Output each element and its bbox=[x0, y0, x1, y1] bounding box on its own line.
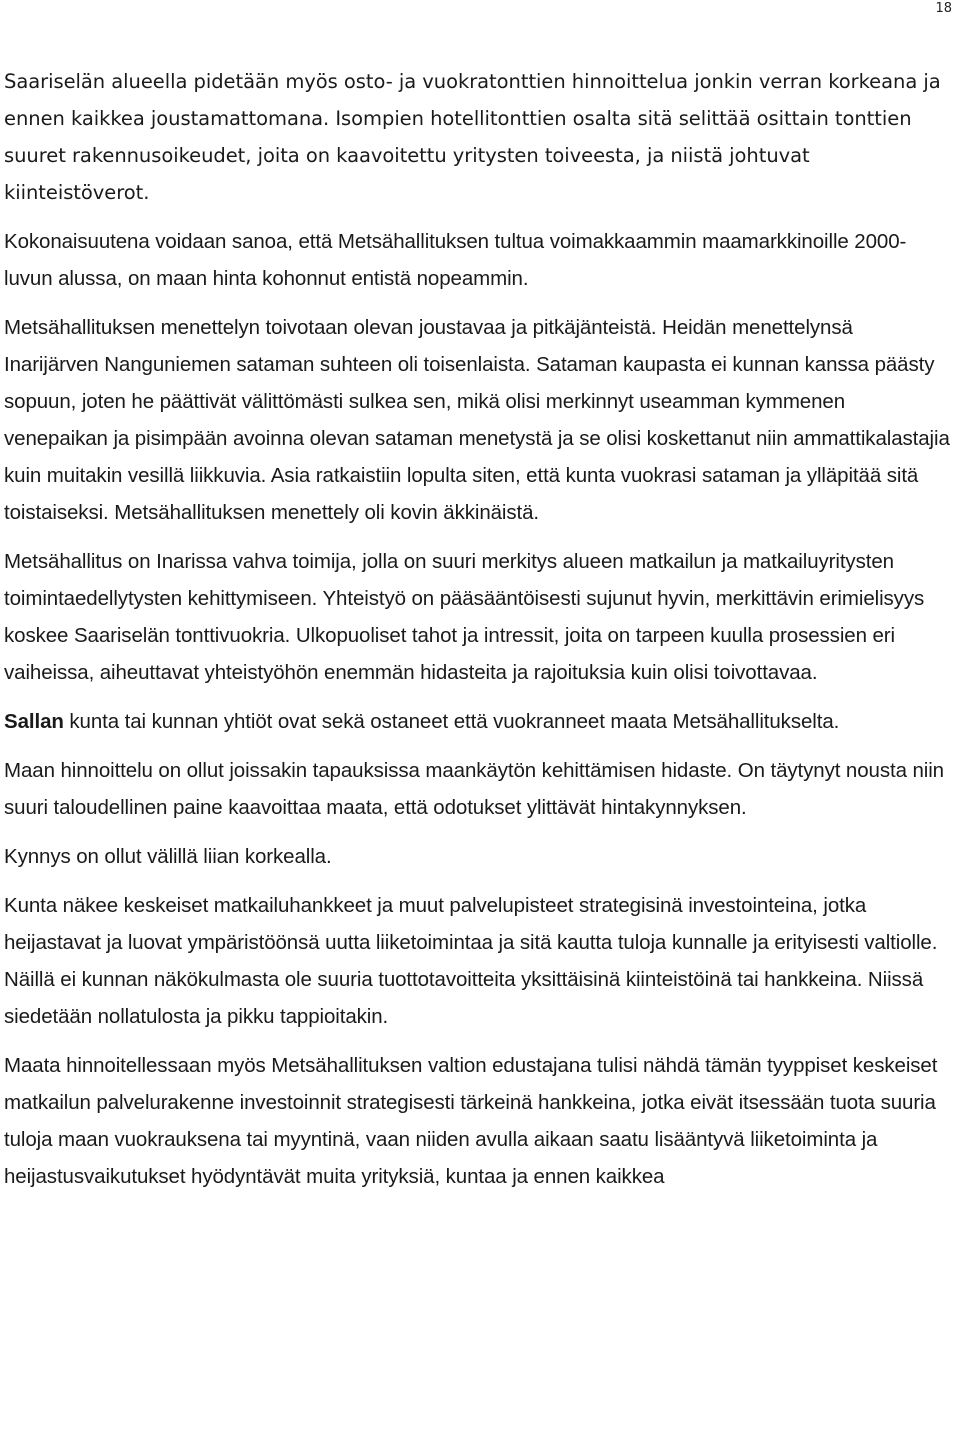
paragraph-land-price-summary: Kokonaisuutena voidaan sanoa, että Metsähallituksen tultua voimakkaammin maamarkkinoille 2000-luvun alussa, on maan hinta kohonnut entistä nopeammin. bbox=[4, 230, 907, 290]
paragraph-state-pricing: Maata hinnoitellessaan myös Metsähallituksen valtion edustajana tulisi nähdä tämän tyyppiset keskeiset matkailun palvelurakenne investoinnit strategisesti tärkeinä hankkeina, jotka eivät itsessään tuota suuria tuloja maan vuokrauksena tai myyntinä, vaan niiden avulla aikaan saatu lisääntyvä liiketoiminta ja heijastusvaikutukset hyödyntävät muita yrityksiä, kuntaa ja ennen kaikkea bbox=[4, 1054, 938, 1188]
paragraph-salla bbox=[4, 703, 952, 740]
paragraph-threshold: Kynnys on ollut välillä liian korkealla. bbox=[4, 845, 332, 868]
paragraph-metsahallitus-inari: Metsähallitus on Inarissa vahva toimija, jolla on suuri merkitys alueen matkailun ja matkailuyritysten toimintaedellytysten kehittymiseen. Yhteistyö on pääsääntöisesti sujunut hyvin, merkittävin erimielisyys koskee Saariselän tonttivuokria. Ulkopuoliset tahot ja intressit, joita on tarpeen kuulla prosessien eri vaiheissa, aiheuttavat yhteistyöhön enemmän hidasteita ja rajoituksia kuin olisi toivottavaa. bbox=[4, 550, 925, 684]
page-number: 18 bbox=[935, 1, 952, 16]
salla-paragraph-text: kunta tai kunnan yhtiöt ovat sekä ostaneet että vuokranneet maata Metsähallitukselta. bbox=[63, 710, 840, 733]
paragraph-strategic-investments: Kunta näkee keskeiset matkailuhankkeet ja muut palvelupisteet strategisinä investointeina, jotka heijastavat ja luovat ympäristöönsä uutta liiketoimintaa ja sitä kautta tuloja kunnalle ja erityisesti valtiolle. Näillä ei kunnan näkökulmasta ole suuria tuottotavoitteita yksittäisinä kiinteistöinä tai hankkeina. Niissä siedetään nollatulosta ja pikku tappioitakin. bbox=[4, 894, 938, 1028]
paragraph-saariselka-pricing: Saariselän alueella pidetään myös osto- ja vuokratonttien hinnoittelua jonkin verran korkeana ja ennen kaikkea joustamattomana. Isompien hotellitonttien osalta sitä selittää osittain tonttien suuret rakennusoikeudet, joita on kaavoitettu yritysten toiveesta, ja niistä johtuvat kiinteistöverot. bbox=[4, 70, 941, 204]
document-body bbox=[4, 63, 952, 1207]
paragraph-nanguniemi-harbour: Metsähallituksen menettelyn toivotaan olevan joustavaa ja pitkäjänteistä. Heidän menettelynsä Inarijärven Nanguniemen sataman suhteen oli toisenlaista. Sataman kaupasta ei kunnan kanssa päästy sopuun, joten he päättivät välittömästi sulkea sen, mikä olisi merkinnyt useamman kymmenen venepaikan ja pisimpään avoinna olevan sataman menetystä ja se olisi koskettanut niin ammattikalastajia kuin muitakin vesillä liikkuvia. Asia ratkaistiin lopulta siten, että kunta vuokrasi sataman ja ylläpitää sitä toistaiseksi. Metsähallituksen menettely oli kovin äkkinäistä. bbox=[4, 316, 950, 524]
paragraph-pricing-obstacle: Maan hinnoittelu on ollut joissakin tapauksissa maankäytön kehittämisen hidaste. On täytynyt nousta niin suuri taloudellinen paine kaavoittaa maata, että odotukset ylittävät hintakynnyksen. bbox=[4, 759, 944, 819]
salla-bold-label: Sallan bbox=[4, 710, 64, 733]
